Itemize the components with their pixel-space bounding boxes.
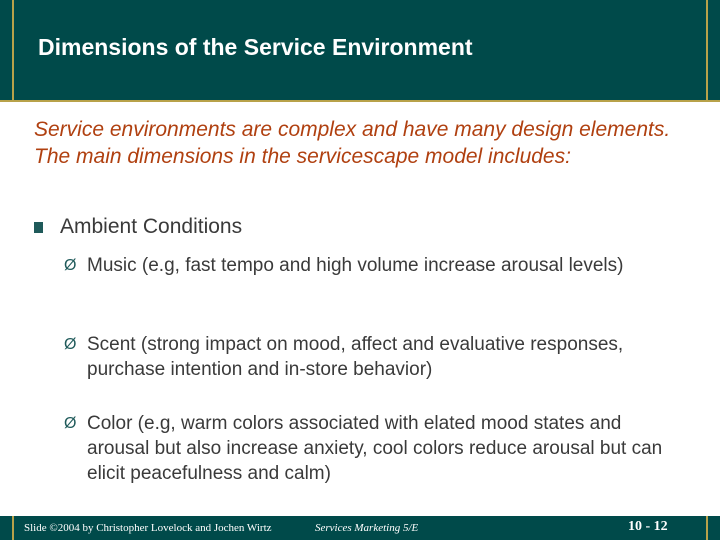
bullet-ambient-conditions	[34, 214, 242, 240]
bullet-label: Ambient Conditions	[60, 215, 243, 238]
intro-text: Service environments are complex and have many design elements. The main dimensions in the servicescape model includes:	[34, 118, 671, 168]
sub-bullet-text: Music (e.g, fast tempo and high volume increase arousal levels)	[87, 255, 624, 276]
page-number: 10 - 12	[628, 519, 668, 534]
footer-credit: Slide ©2004 by Christopher Lovelock and Jochen Wirtz	[24, 522, 272, 534]
footer-divider-right	[706, 516, 708, 540]
square-bullet-icon	[34, 222, 43, 233]
sub-bullet-scent	[64, 332, 674, 382]
sub-bullet-color	[64, 411, 674, 486]
footer-divider-left	[12, 516, 14, 540]
arrow-bullet-icon: Ø	[64, 257, 77, 274]
sub-bullet-music	[64, 253, 674, 278]
header-divider-right	[706, 0, 708, 100]
sub-bullet-text: Color (e.g, warm colors associated with elated mood states and arousal but also increase anxiety, cool colors reduce arousal but can elicit peacefulness and calm)	[87, 413, 663, 484]
header-rule	[0, 100, 720, 102]
arrow-bullet-icon: Ø	[64, 336, 77, 353]
footer-book-title: Services Marketing 5/E	[315, 522, 419, 534]
page-title: Dimensions of the Service Environment	[38, 34, 473, 60]
header-divider-left	[12, 0, 14, 100]
sub-bullet-text: Scent (strong impact on mood, affect and evaluative responses, purchase intention and in-store behavior)	[87, 334, 624, 380]
arrow-bullet-icon: Ø	[64, 415, 77, 432]
